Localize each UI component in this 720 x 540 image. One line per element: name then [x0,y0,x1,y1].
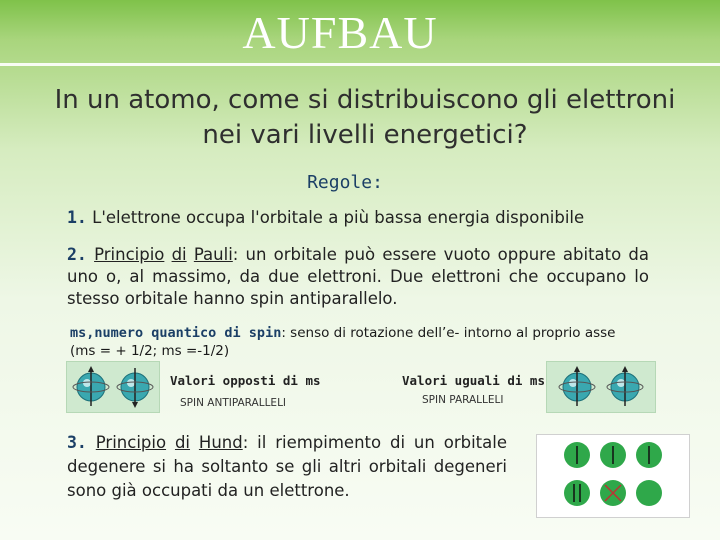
pauli-link-word-1[interactable]: Principio [94,245,165,264]
rule-2-number: 2. [67,245,87,264]
ms-term: ms,numero quantico di spin [70,325,282,341]
pauli-link-word-2[interactable]: di [171,245,187,264]
hund-orbital-diagram [536,434,690,518]
rule-2-text: : un orbitale può essere vuoto oppure abitato da uno o, al massimo, da due elettroni. Due elettroni che occupano lo stesso orbitale hanno spin antiparallelo. [67,245,650,308]
ms-description: : senso di rotazione dell’e- intorno al proprio asse [281,325,616,341]
hund-link-word-1[interactable]: Principio [95,433,167,452]
rule-1-text: L'elettrone occupa l'orbitale a più bassa energia disponibile [86,208,585,227]
slide-title: AUFBAU [242,7,438,58]
hund-link-word-2[interactable]: di [174,433,191,452]
parallel-spin-image [546,361,656,413]
antiparallel-spin-image [66,361,160,413]
parallel-caption: Valori uguali di ms [402,373,545,388]
spin-quantum-number-note [70,324,680,360]
antiparallel-subcaption: SPIN ANTIPARALLELI [180,397,287,409]
parallel-subcaption: SPIN PARALLELI [422,394,504,406]
rule-3-number: 3. [67,433,87,452]
rule-3 [67,431,507,503]
ms-values: (ms = + 1/2; ms =-1/2) [70,343,230,359]
rule-1-number: 1. [67,208,87,227]
rule-3-text: : il riempimento di un orbitale degenere si ha soltanto se gli altri orbitali degeneri sono già occupati da un elettrone. [67,433,507,500]
title-divider [0,63,720,66]
rule-2 [67,244,649,310]
rule-1 [67,207,657,229]
pauli-link-word-3[interactable]: Pauli [193,245,233,264]
antiparallel-caption: Valori opposti di ms [170,373,321,388]
question-text: In un atomo, come si distribuiscono gli elettroni nei vari livelli energetici? [54,85,676,150]
rules-heading: Regole: [307,172,383,193]
hund-link-word-3[interactable]: Hund [198,433,243,452]
